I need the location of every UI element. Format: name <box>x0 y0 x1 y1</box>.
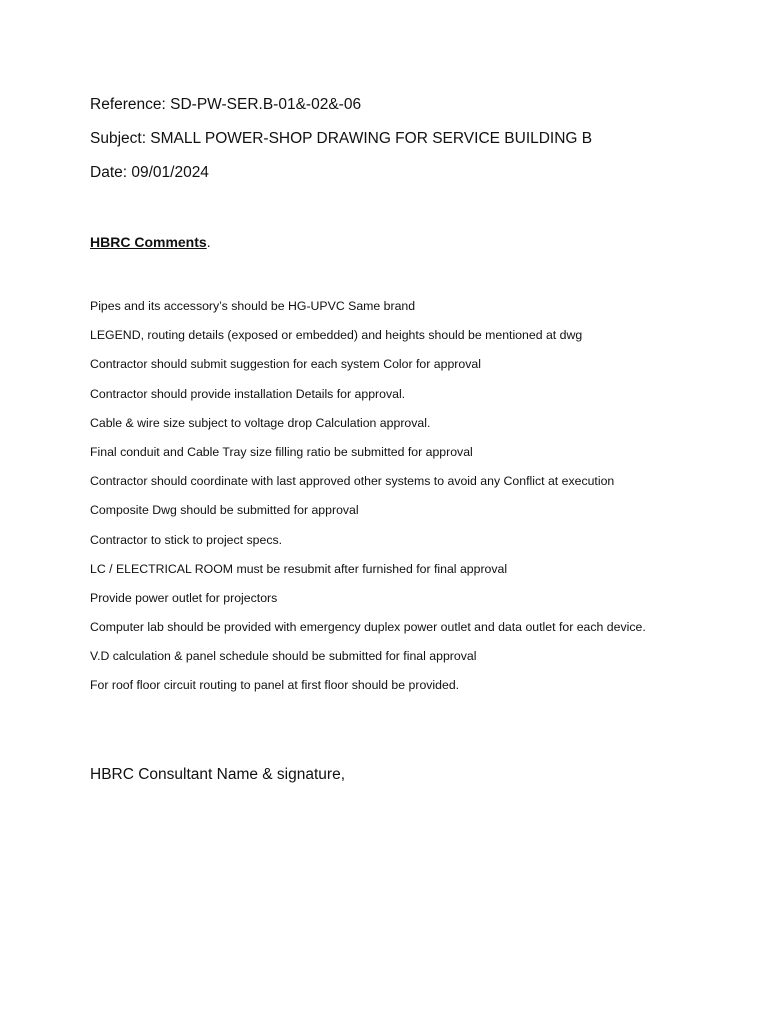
comment-item: Contractor to stick to project specs. <box>90 532 283 547</box>
comment-item: Cable & wire size subject to voltage drop Calculation approval. <box>90 415 431 430</box>
comment-item: Contractor should coordinate with last approved other systems to avoid any Conflict at execution <box>90 474 615 489</box>
date-line: Date: 09/01/2024 <box>90 164 209 181</box>
comment-item: Final conduit and Cable Tray size filling ratio be submitted for approval <box>90 444 473 459</box>
comments-heading <box>90 232 211 252</box>
comments-heading-suffix: . <box>206 234 211 250</box>
comment-item: LEGEND, routing details (exposed or embedded) and heights should be mentioned at dwg <box>90 328 583 343</box>
comment-item: For roof floor circuit routing to panel at first floor should be provided. <box>90 678 460 693</box>
comment-item: LC / ELECTRICAL ROOM must be resubmit after furnished for final approval <box>90 561 508 576</box>
comments-list <box>90 297 646 706</box>
reference-line: Reference: SD-PW-SER.B-01&-02&-06 <box>90 96 362 113</box>
subject-line: Subject: SMALL POWER-SHOP DRAWING FOR SERVICE BUILDING B <box>90 130 593 147</box>
comment-item: Composite Dwg should be submitted for approval <box>90 503 359 518</box>
comment-item: Contractor should submit suggestion for each system Color for approval <box>90 357 481 372</box>
comment-item: Provide power outlet for projectors <box>90 590 278 605</box>
comment-item: Contractor should provide installation Details for approval. <box>90 386 406 401</box>
signature-line: HBRC Consultant Name & signature, <box>90 766 346 783</box>
comments-heading-text: HBRC Comments <box>90 234 207 250</box>
comment-item: Pipes and its accessory’s should be HG-UPVC Same brand <box>90 299 416 313</box>
comment-item: V.D calculation & panel schedule should be submitted for final approval <box>90 649 477 664</box>
comment-item: Computer lab should be provided with emergency duplex power outlet and data outlet for each device. <box>90 620 646 635</box>
